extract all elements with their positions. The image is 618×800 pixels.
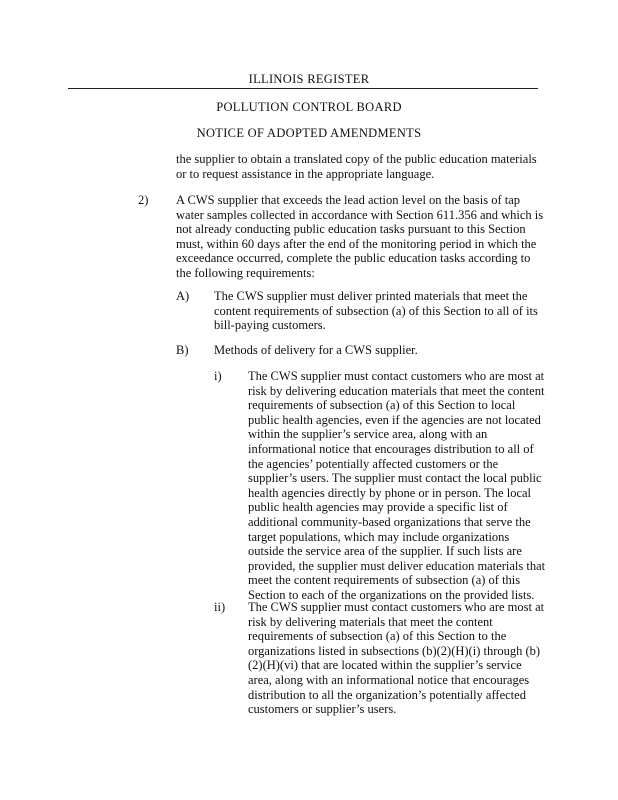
item-2-label: 2) (138, 193, 149, 207)
item-b-label: B) (176, 343, 189, 357)
item-ii-label: ii) (214, 600, 226, 614)
item-2-text: A CWS supplier that exceeds the lead action level on the basis of tap water samples collected in accordance with Section 611.356 and which is not already conducting public education tasks pursuant to this Section must, within 60 days after the end of the monitoring period in which the exceedance occurred, complete the public education tasks according to the following requirements: (176, 193, 544, 280)
item-a-label: A) (176, 289, 190, 303)
continuation-paragraph: the supplier to obtain a translated copy of the public education materials or to request assistance in the appropriate language. (176, 152, 537, 181)
item-i-label: i) (214, 369, 222, 383)
header-divider (68, 88, 538, 89)
item-i-text: The CWS supplier must contact customers who are most at risk by delivering education materials that meet the content requirements of subsection (a) of this Section to local public health agencies, even if the agencies are not located within the supplier’s service area, along with an informational notice that encourages distribution to all of the agencies’ potentially affected customers or the supplier’s users. The supplier must contact the local public health agencies directly by phone or in person. The local public health agencies may provide a specific list of additional community-based organizations that serve the target populations, which may include organizations outside the service area of the supplier. If such lists are provided, the supplier must deliver education materials that meet the content requirements of subsection (a) of this Section to each of the organizations on the provided lists. (248, 369, 546, 602)
notice-title: NOTICE OF ADOPTED AMENDMENTS (196, 126, 422, 140)
board-title: POLLUTION CONTROL BOARD (216, 100, 402, 114)
register-title: ILLINOIS REGISTER (248, 72, 370, 86)
item-ii-text: The CWS supplier must contact customers who are most at risk by delivering materials that meet the content requirements of subsection (a) of this Section to the organizations listed in subsections (b)(2)(H)(i) through (b)(2)(H)(vi) that are located within the supplier’s service area, along with an informational notice that encourages distribution to all the organization’s potentially affected customers or supplier’s users. (248, 600, 545, 717)
item-a-text: The CWS supplier must deliver printed materials that meet the content requirements of subsection (a) of this Section to all of its bill-paying customers. (214, 289, 538, 333)
item-b-text: Methods of delivery for a CWS supplier. (214, 343, 418, 357)
